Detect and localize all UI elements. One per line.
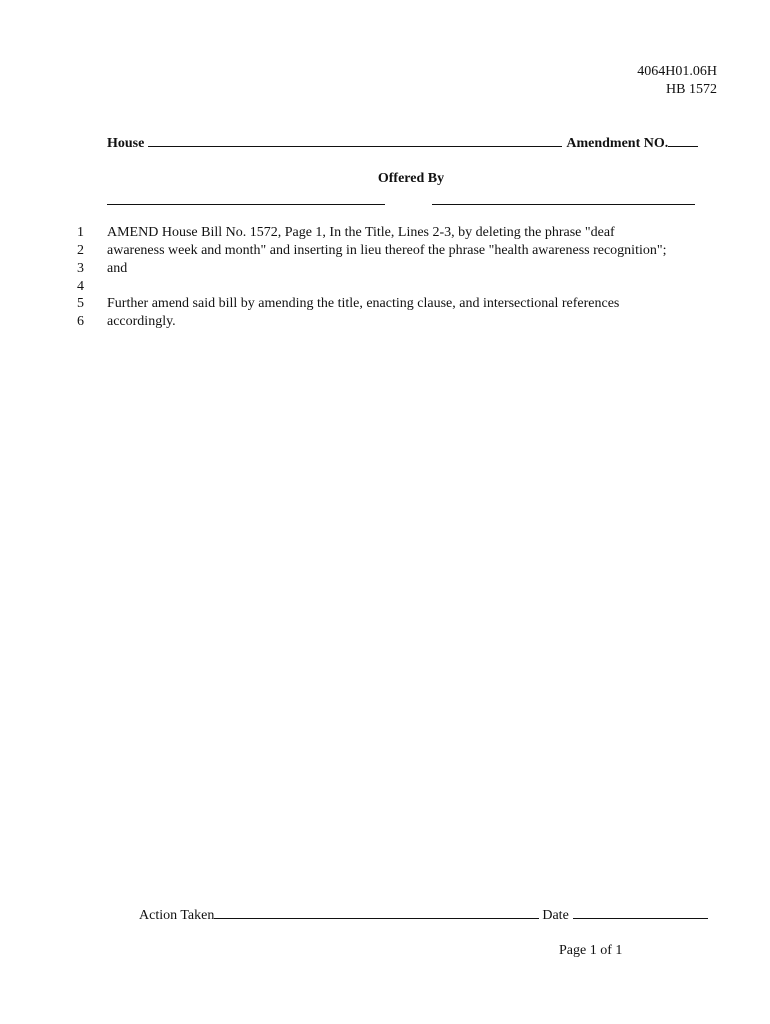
sponsor-signature-line-right [432,204,695,205]
line-number: 6 [77,314,84,329]
house-blank-line [148,134,562,147]
house-label: House [107,136,145,151]
offered-by-label: Offered By [377,171,445,186]
line-number: 5 [77,296,84,311]
house-amendment-line [107,134,698,153]
document-code: 4064H01.06H [637,64,717,79]
amendment-number-blank [668,134,698,147]
action-taken-line [139,906,708,925]
date-label: Date [542,908,569,923]
body-line: and [107,261,128,276]
body-line: accordingly. [107,314,176,329]
body-line: Further amend said bill by amending the title, enacting clause, and intersectional references [107,296,620,311]
sponsor-signature-line-left [107,204,385,205]
action-taken-blank [214,906,539,919]
line-number: 4 [77,279,84,294]
line-number: 2 [77,243,84,258]
page-number: Page 1 of 1 [559,943,623,958]
body-line: AMEND House Bill No. 1572, Page 1, In the Title, Lines 2-3, by deleting the phrase "deaf [107,225,615,240]
action-taken-label: Action Taken [139,908,215,923]
date-blank [573,906,708,919]
amendment-number-label: Amendment NO. [566,136,669,151]
bill-number: HB 1572 [666,82,717,97]
body-line: awareness week and month" and inserting in lieu thereof the phrase "health awareness recognition"; [107,243,667,258]
line-number: 1 [77,225,84,240]
line-number: 3 [77,261,84,276]
